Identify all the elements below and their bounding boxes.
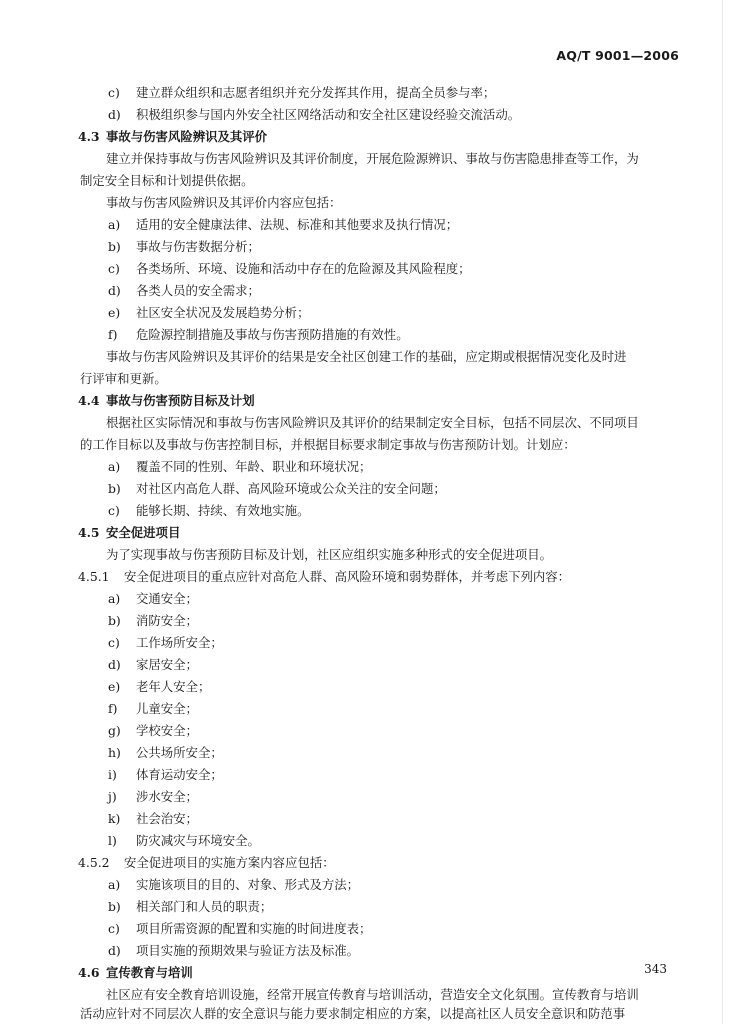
list-item [108,106,520,124]
item-marker: c) [108,635,120,650]
list-item [108,678,210,696]
item-marker: b) [108,613,121,628]
paragraph-text: 根据社区实际情况和事故与伤害风险辨识及其评价的结果制定安全目标，包括不同层次、不同项目 [106,415,639,430]
paragraph-text: 建立并保持事故与伤害风险辨识及其评价制度，开展危险源辨识、事故与伤害隐患排查等工作，为 [106,151,639,166]
list-item [108,656,198,674]
item-text: 能够长期、持续、有效地实施。 [136,503,310,518]
list-item [108,480,446,498]
item-marker: a) [108,877,121,892]
item-text: 建立群众组织和志愿者组织并充分发挥其作用，提高全员参与率； [136,85,496,100]
paragraph-text: 事故与伤害风险辨识及其评价的结果是安全社区创建工作的基础，应定期或根据情况变化及时进 [106,349,627,364]
item-text: 事故与伤害数据分析； [136,239,260,254]
list-item [108,788,198,806]
item-text: 防灾减灾与环境安全。 [136,833,260,848]
paragraph-line [106,194,341,212]
section-heading [78,128,267,146]
section-number: 4.3 [78,129,100,144]
paragraph-line [80,370,167,388]
item-marker: c) [108,85,120,100]
list-item [108,238,260,256]
item-marker: i) [108,767,117,782]
paragraph-line [106,150,639,168]
section-title: 安全促进项目 [106,525,181,540]
list-item [108,898,272,916]
item-text: 工作场所安全； [136,635,223,650]
list-item [108,84,495,102]
list-item [108,502,309,520]
list-item [108,766,223,784]
item-marker: l) [108,833,117,848]
item-marker: b) [108,239,121,254]
list-item [108,722,198,740]
list-item [108,920,371,938]
section-number: 4.4 [78,393,100,408]
list-item [108,700,198,718]
item-marker: j) [108,789,117,804]
section-title: 宣传教育与培训 [106,965,193,980]
section-heading [78,392,255,410]
item-text: 社区安全状况及发展趋势分析； [136,305,310,320]
list-item [108,744,223,762]
item-text: 学校安全； [136,723,198,738]
item-text: 相关部门和人员的职责； [136,899,273,914]
paragraph-text: 活动应针对不同层次人群的安全意识与能力要求制定相应的方案，以提高社区人员安全意识和防范事 [80,1006,626,1021]
paragraph-text: 行评审和更新。 [80,371,167,386]
scan-edge [722,0,723,1024]
item-marker: d) [108,657,121,672]
list-item [108,832,260,850]
list-item [108,876,359,894]
standard-number: AQ/T 9001—2006 [556,48,679,63]
paragraph-line [80,436,576,454]
section-number: 4.5 [78,525,100,540]
item-text: 涉水安全； [136,789,198,804]
item-marker: b) [108,481,121,496]
item-text: 覆盖不同的性别、年龄、职业和环境状况； [136,459,372,474]
section-number: 4.6 [78,965,100,980]
item-marker: c) [108,261,120,276]
paragraph-line [80,1005,625,1023]
list-item [108,282,260,300]
paragraph-line [106,414,639,432]
section-heading [78,524,180,542]
item-text: 各类场所、环境、设施和活动中存在的危险源及其风险程度； [136,261,471,276]
list-item [108,326,409,344]
item-text: 项目实施的预期效果与验证方法及标准。 [136,943,360,958]
item-marker: d) [108,107,121,122]
list-item [108,458,371,476]
clause-line [78,568,570,586]
paragraph-line [80,172,253,190]
item-marker: a) [108,591,121,606]
clause-number: 4.5.1 [78,569,110,584]
item-marker: a) [108,217,121,232]
item-text: 公共场所安全； [136,745,223,760]
item-text: 体育运动安全； [136,767,223,782]
section-heading [78,964,193,982]
list-item [108,810,198,828]
item-text: 儿童安全； [136,701,198,716]
item-marker: h) [108,745,121,760]
item-text: 各类人员的安全需求； [136,283,260,298]
item-text: 社会治安； [136,811,198,826]
section-title: 事故与伤害风险辨识及其评价 [106,129,268,144]
clause-line [78,854,335,872]
item-marker: d) [108,283,121,298]
item-marker: d) [108,943,121,958]
paragraph-line [106,348,626,366]
list-item [108,216,458,234]
item-marker: c) [108,503,120,518]
list-item [108,942,359,960]
item-text: 积极组织参与国内外安全社区网络活动和安全社区建设经验交流活动。 [136,107,521,122]
item-marker: e) [108,679,121,694]
list-item [108,612,198,630]
item-marker: c) [108,921,120,936]
item-text: 危险源控制措施及事故与伤害预防措施的有效性。 [136,327,409,342]
item-text: 消防安全； [136,613,198,628]
item-marker: f) [108,701,118,716]
item-marker: f) [108,327,118,342]
list-item [108,634,223,652]
item-text: 对社区内高危人群、高风险环境或公众关注的安全问题； [136,481,446,496]
paragraph-text: 的工作目标以及事故与伤害控制目标，并根据目标要求制定事故与伤害预防计划。计划应： [80,437,576,452]
page-number: 343 [644,962,667,976]
list-item [108,590,198,608]
item-marker: k) [108,811,121,826]
item-marker: g) [108,723,121,738]
paragraph-text: 制定安全目标和计划提供依据。 [80,173,254,188]
list-item [108,260,471,278]
list-item [108,304,309,322]
paragraph-text: 为了实现事故与伤害预防目标及计划，社区应组织实施多种形式的安全促进项目。 [106,547,553,562]
item-text: 实施该项目的目的、对象、形式及方法； [136,877,360,892]
clause-number: 4.5.2 [78,855,110,870]
section-title: 事故与伤害预防目标及计划 [106,393,255,408]
item-marker: e) [108,305,121,320]
paragraph-text: 事故与伤害风险辨识及其评价内容应包括： [106,195,342,210]
item-marker: a) [108,459,121,474]
paragraph-line [106,986,639,1004]
item-text: 适用的安全健康法律、法规、标准和其他要求及执行情况； [136,217,459,232]
clause-text: 安全促进项目的实施方案内容应包括： [124,855,335,870]
item-text: 家居安全； [136,657,198,672]
clause-text: 安全促进项目的重点应针对高危人群、高风险环境和弱势群体，并考虑下列内容： [124,569,571,584]
paragraph-line [106,546,552,564]
paragraph-text: 社区应有安全教育培训设施，经常开展宣传教育与培训活动，营造安全文化氛围。宣传教育与培训 [106,987,639,1002]
item-text: 老年人安全； [136,679,211,694]
item-text: 交通安全； [136,591,198,606]
item-marker: b) [108,899,121,914]
item-text: 项目所需资源的配置和实施的时间进度表； [136,921,372,936]
